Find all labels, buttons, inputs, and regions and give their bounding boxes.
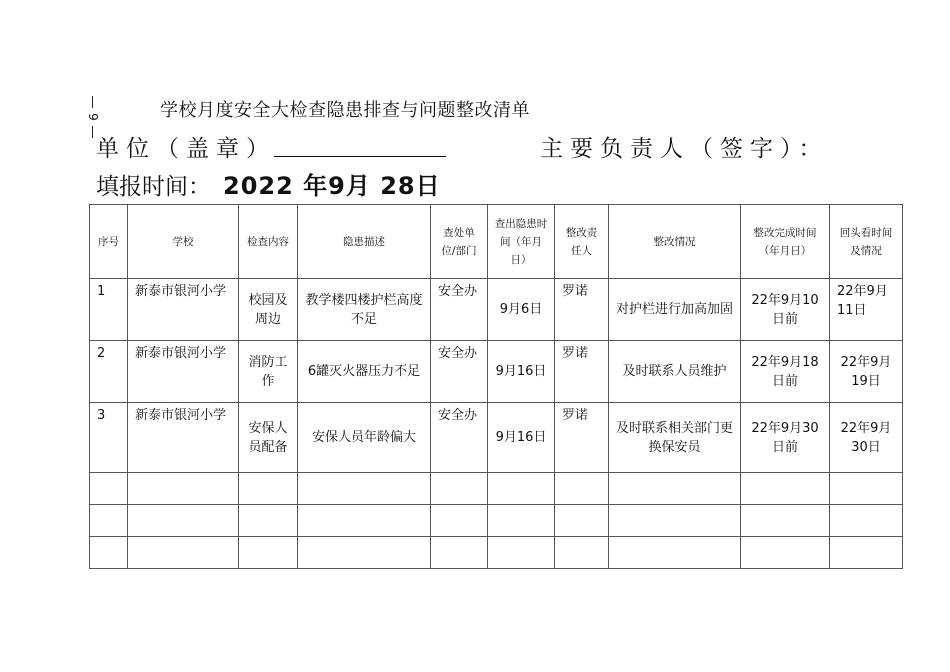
page-mark-rule-bottom bbox=[92, 126, 93, 138]
cell-status: 及时联系相关部门更换保安员 bbox=[609, 403, 741, 473]
cell-done-time: 22年9月18日前 bbox=[741, 341, 830, 403]
cell-description: 安保人员年龄偏大 bbox=[298, 403, 431, 473]
cell-review: 22年9月11日 bbox=[830, 279, 903, 341]
cell-found-time: 9月6日 bbox=[488, 279, 555, 341]
header-done-time: 整改完成时间（年月日） bbox=[741, 205, 830, 279]
header-status: 整改情况 bbox=[609, 205, 741, 279]
header-no: 序号 bbox=[90, 205, 128, 279]
header-school: 学校 bbox=[128, 205, 239, 279]
table-row-empty bbox=[90, 473, 903, 505]
cell-no: 3 bbox=[90, 403, 128, 473]
cell-found-time: 9月16日 bbox=[488, 341, 555, 403]
cell-responsible: 罗诺 bbox=[555, 403, 609, 473]
cell-content: 校园及周边 bbox=[239, 279, 298, 341]
cell-review: 22年9月30日 bbox=[830, 403, 903, 473]
table-header-row bbox=[90, 205, 903, 279]
cell-review: 22年9月19日 bbox=[830, 341, 903, 403]
fill-time-label: 填报时间： bbox=[96, 174, 211, 200]
header-review: 回头看时间及情况 bbox=[830, 205, 903, 279]
cell-responsible: 罗诺 bbox=[555, 279, 609, 341]
cell-content: 消防工作 bbox=[239, 341, 298, 403]
table-row-empty bbox=[90, 505, 903, 537]
responsible-person-label: 主要负责人（签字）： bbox=[540, 136, 829, 162]
fill-time-value: 2022 年9月 28日 bbox=[223, 172, 441, 200]
table-row-empty bbox=[90, 537, 903, 569]
cell-no: 1 bbox=[90, 279, 128, 341]
unit-blank-line bbox=[274, 156, 446, 157]
cell-status: 及时联系人员维护 bbox=[609, 341, 741, 403]
table-row bbox=[90, 279, 903, 341]
cell-done-time: 22年9月30日前 bbox=[741, 403, 830, 473]
header-content: 检查内容 bbox=[239, 205, 298, 279]
cell-department: 安全办 bbox=[431, 403, 488, 473]
cell-found-time: 9月16日 bbox=[488, 403, 555, 473]
cell-content: 安保人员配备 bbox=[239, 403, 298, 473]
document-title: 学校月度安全大检查隐患排查与问题整改清单 bbox=[160, 100, 530, 121]
cell-school: 新泰市银河小学 bbox=[128, 279, 239, 341]
unit-stamp-label: 单位（盖章） bbox=[96, 136, 276, 162]
header-department: 查处单位/部门 bbox=[431, 205, 488, 279]
fill-time-row bbox=[96, 166, 441, 201]
cell-school: 新泰市银河小学 bbox=[128, 403, 239, 473]
cell-description: 教学楼四楼护栏高度不足 bbox=[298, 279, 431, 341]
cell-responsible: 罗诺 bbox=[555, 341, 609, 403]
cell-description: 6罐灭火器压力不足 bbox=[298, 341, 431, 403]
table-row bbox=[90, 403, 903, 473]
cell-no: 2 bbox=[90, 341, 128, 403]
header-description: 隐患描述 bbox=[298, 205, 431, 279]
cell-department: 安全办 bbox=[431, 341, 488, 403]
table-row bbox=[90, 341, 903, 403]
cell-department: 安全办 bbox=[431, 279, 488, 341]
header-found-time: 查出隐患时间（年月日） bbox=[488, 205, 555, 279]
header-responsible: 整改责任人 bbox=[555, 205, 609, 279]
page-number: 9 bbox=[86, 113, 100, 121]
cell-school: 新泰市银河小学 bbox=[128, 341, 239, 403]
cell-done-time: 22年9月10日前 bbox=[741, 279, 830, 341]
page-mark-rule-top bbox=[92, 96, 93, 108]
hazard-rectification-table bbox=[89, 204, 903, 569]
cell-status: 对护栏进行加高加固 bbox=[609, 279, 741, 341]
